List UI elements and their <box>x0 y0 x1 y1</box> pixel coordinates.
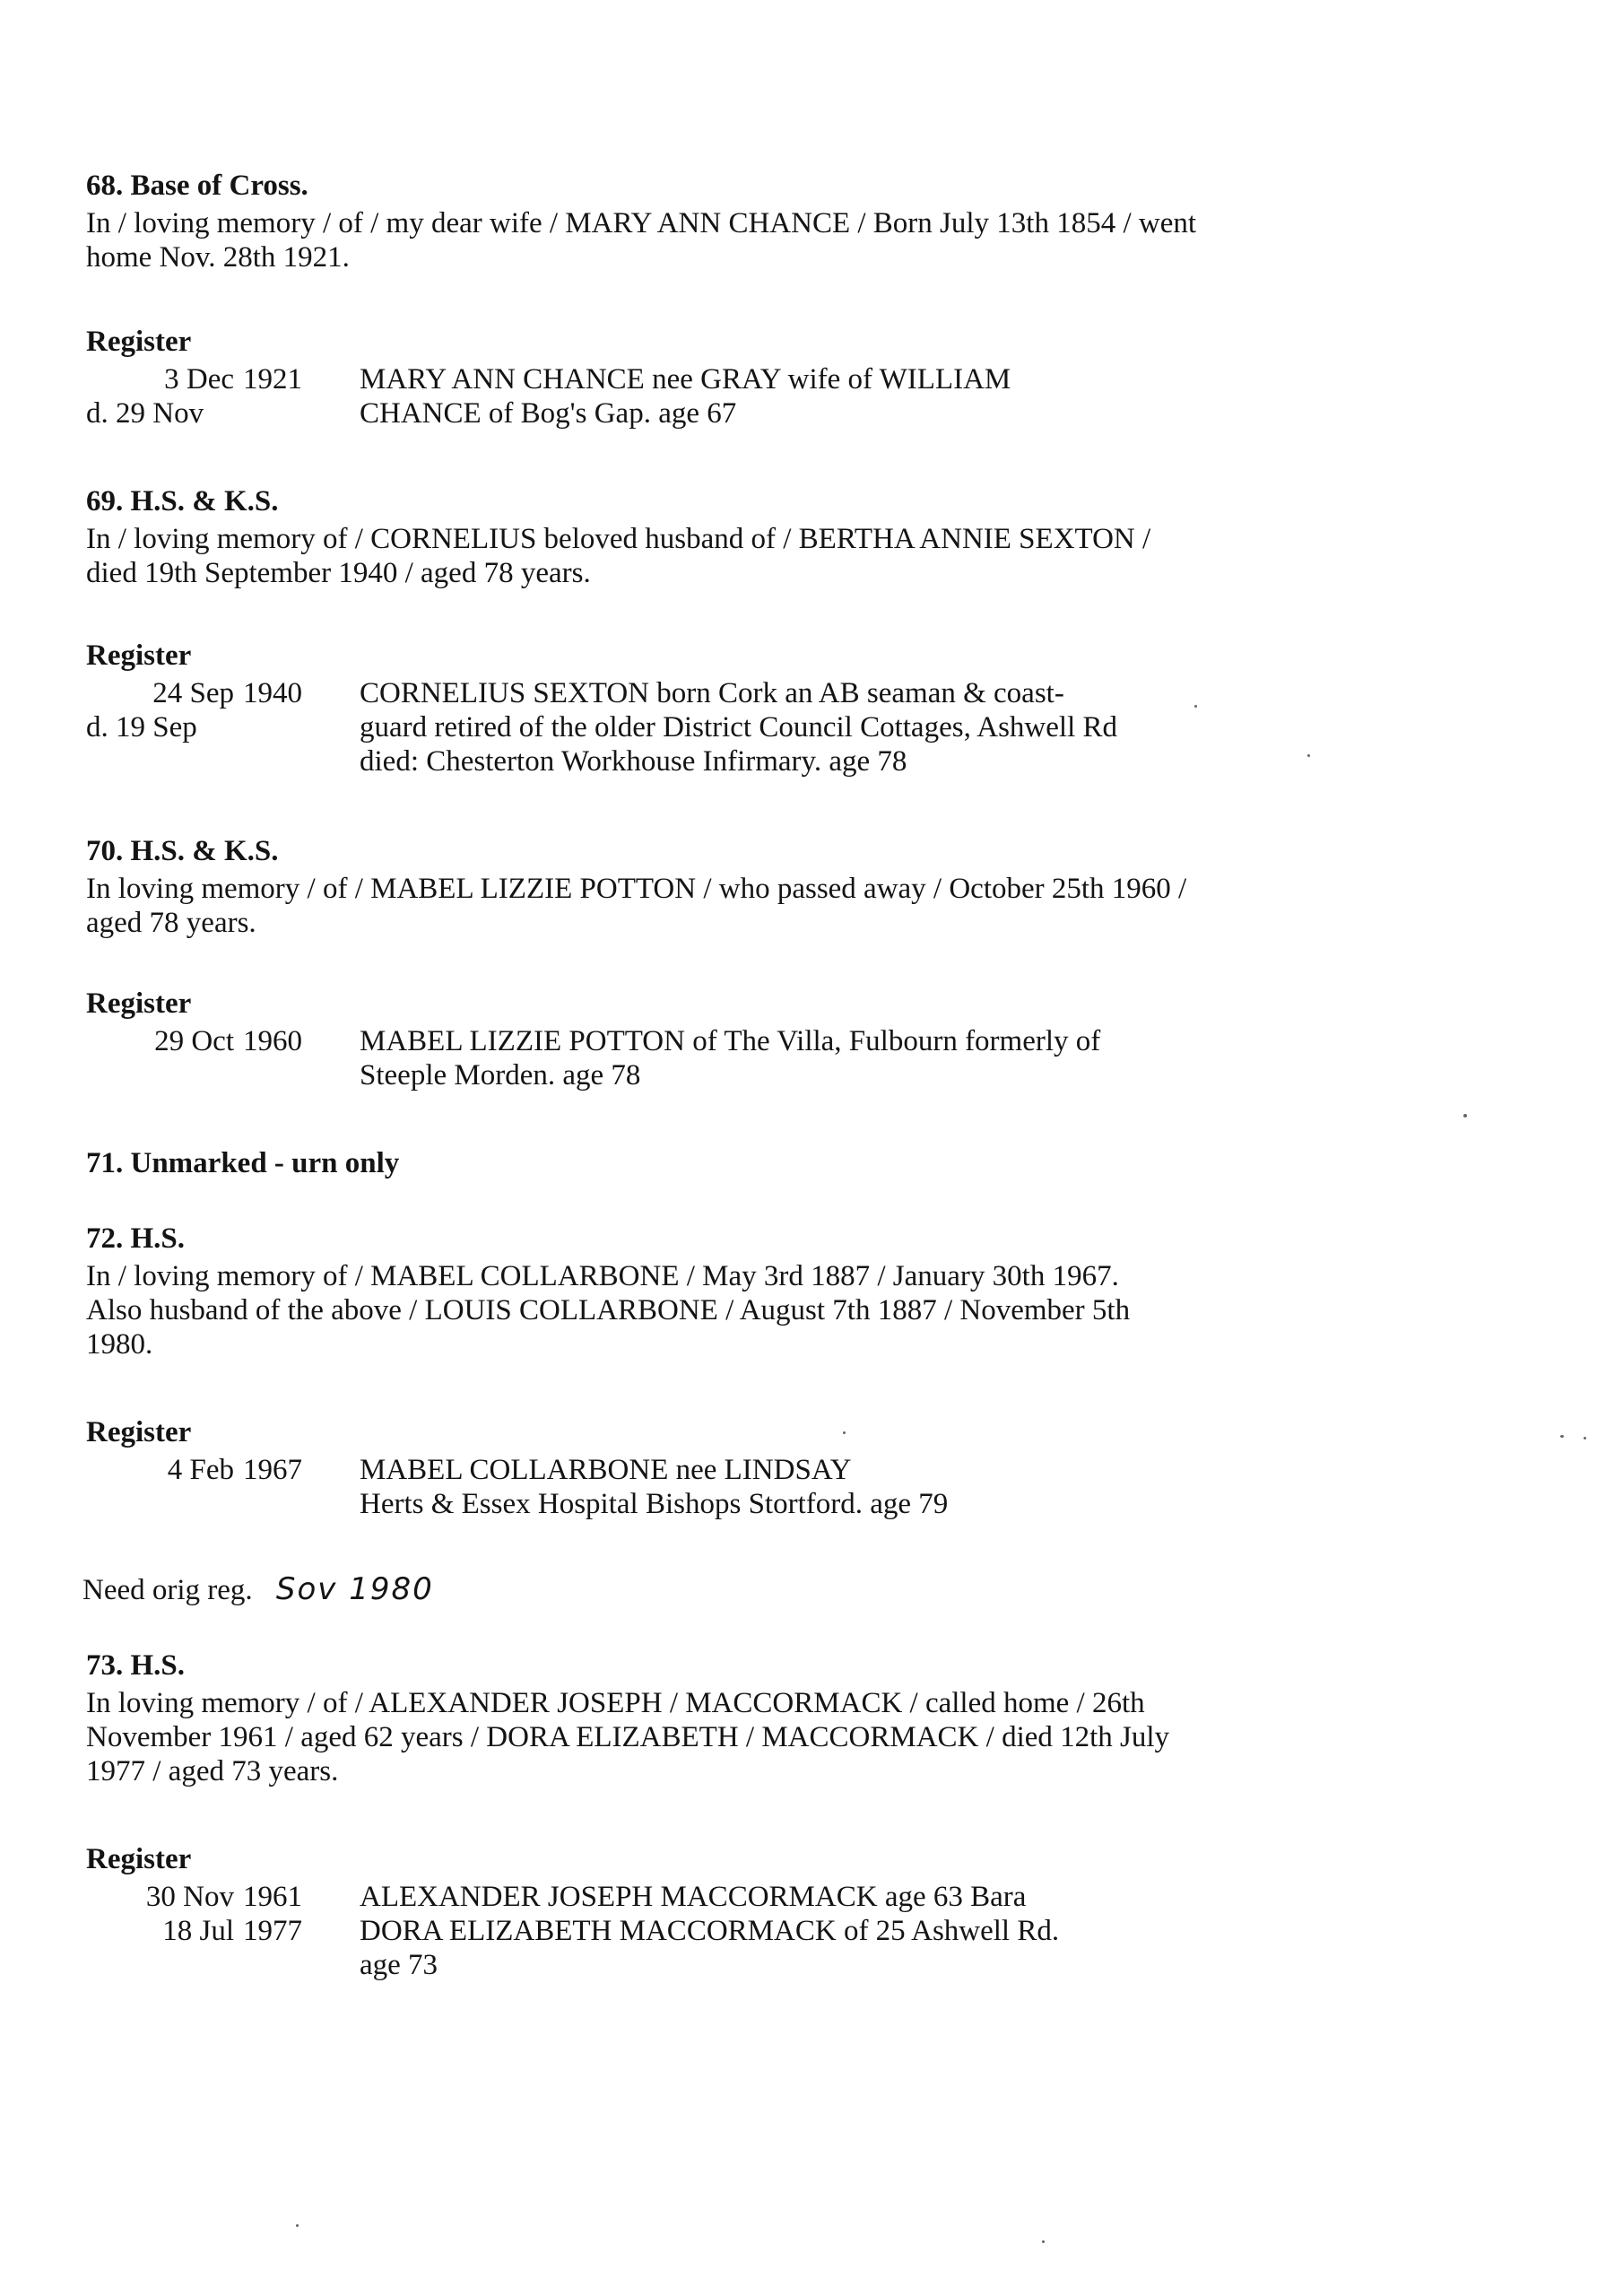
register-72 <box>86 1415 1359 1521</box>
register-heading: Register <box>86 987 192 1020</box>
register-text: DORA ELIZABETH MACCORMACK of 25 Ashwell Rd. <box>360 1915 1060 1947</box>
register-text: guard retired of the older District Council Cottages, Ashwell Rd <box>360 711 1117 744</box>
register-69 <box>86 639 1359 778</box>
register-heading: Register <box>86 1843 192 1875</box>
scan-speck <box>1194 705 1197 708</box>
register-row <box>86 1487 1359 1521</box>
register-row <box>86 1058 1359 1092</box>
inscription-line: In / loving memory of / CORNELIUS beloved husband of / BERTHA ANNIE SEXTON / <box>86 523 1151 555</box>
note-text: Need orig reg. <box>82 1574 253 1606</box>
register-text: CORNELIUS SEXTON born Cork an AB seaman & coast- <box>360 677 1064 709</box>
register-text: MABEL COLLARBONE nee LINDSAY <box>360 1454 852 1486</box>
entry-heading: 72. H.S. <box>86 1222 186 1255</box>
register-row <box>86 1914 1359 1948</box>
inscription-line: 1980. <box>86 1328 153 1361</box>
register-row <box>86 1948 1359 1982</box>
inscription-line: November 1961 / aged 62 years / DORA ELIZABETH / MACCORMACK / died 12th July <box>86 1721 1170 1753</box>
register-date: 24 Sep <box>152 677 234 709</box>
register-text: MABEL LIZZIE POTTON of The Villa, Fulbourn formerly of <box>360 1025 1101 1057</box>
register-heading: Register <box>86 326 192 358</box>
inscription-line: In loving memory / of / ALEXANDER JOSEPH / MACCORMACK / called home / 26th <box>86 1687 1145 1719</box>
scan-speck <box>1560 1435 1564 1438</box>
handwritten-note: Sov 1980 <box>275 1571 434 1607</box>
inscription-line: In / loving memory of / MABEL COLLARBONE / May 3rd 1887 / January 30th 1967. <box>86 1260 1119 1292</box>
entry-heading: 73. H.S. <box>86 1649 186 1682</box>
register-date: 3 Dec <box>164 363 234 396</box>
entry-68 <box>86 169 1359 274</box>
entry-71 <box>86 1146 1359 1184</box>
inscription-line: aged 78 years. <box>86 907 256 939</box>
register-date: 30 Nov <box>145 1881 234 1913</box>
register-year: 1960 <box>243 1025 302 1057</box>
register-year: 1940 <box>243 677 302 709</box>
register-heading: Register <box>86 639 192 672</box>
register-73 <box>86 1842 1359 1982</box>
register-date: 29 Oct <box>154 1025 234 1057</box>
register-row <box>86 1880 1359 1914</box>
scan-speck <box>1463 1114 1467 1118</box>
register-row <box>86 1024 1359 1058</box>
register-text: Steeple Morden. age 78 <box>360 1059 641 1091</box>
register-heading: Register <box>86 1416 192 1448</box>
register-70 <box>86 987 1359 1092</box>
entry-69 <box>86 484 1359 590</box>
inscription-line: Also husband of the above / LOUIS COLLARBONE / August 7th 1887 / November 5th <box>86 1294 1131 1326</box>
register-row <box>86 676 1359 710</box>
register-row <box>86 744 1359 778</box>
register-text: MARY ANN CHANCE nee GRAY wife of WILLIAM <box>360 363 1011 396</box>
note-line <box>82 1571 434 1607</box>
entry-70 <box>86 834 1359 940</box>
register-year: 1977 <box>243 1915 302 1947</box>
register-year: 1967 <box>243 1454 302 1486</box>
register-text: CHANCE of Bog's Gap. age 67 <box>360 397 737 430</box>
register-year: 1961 <box>243 1881 302 1913</box>
entry-heading: 71. Unmarked - urn only <box>86 1147 400 1179</box>
inscription-line: died 19th September 1940 / aged 78 years. <box>86 557 591 589</box>
register-date: 4 Feb <box>167 1454 234 1486</box>
entry-heading: 69. H.S. & K.S. <box>86 485 279 517</box>
register-text: age 73 <box>360 1949 438 1981</box>
scan-speck <box>843 1431 846 1434</box>
register-row <box>86 710 1359 744</box>
inscription-line: In loving memory / of / MABEL LIZZIE POTTON / who passed away / October 25th 1960 / <box>86 873 1187 905</box>
inscription-line: In / loving memory / of / my dear wife / MARY ANN CHANCE / Born July 13th 1854 / went <box>86 207 1197 239</box>
register-row <box>86 362 1359 396</box>
entry-73 <box>86 1648 1359 1788</box>
scan-speck <box>1042 2240 1045 2243</box>
register-text: died: Chesterton Workhouse Infirmary. age 78 <box>360 745 907 778</box>
entry-heading: 68. Base of Cross. <box>86 170 308 202</box>
register-row <box>86 1453 1359 1487</box>
scan-speck <box>1584 1437 1586 1439</box>
register-text: Herts & Essex Hospital Bishops Stortford. age 79 <box>360 1488 949 1520</box>
entry-72 <box>86 1222 1359 1361</box>
register-date: d. 29 Nov <box>86 397 204 430</box>
register-date: d. 19 Sep <box>86 711 197 744</box>
scan-speck <box>296 2224 299 2227</box>
register-68 <box>86 325 1359 430</box>
register-text: ALEXANDER JOSEPH MACCORMACK age 63 Bara <box>360 1881 1027 1913</box>
inscription-line: home Nov. 28th 1921. <box>86 241 350 274</box>
register-row <box>86 396 1359 430</box>
register-date: 18 Jul <box>162 1915 234 1947</box>
inscription-line: 1977 / aged 73 years. <box>86 1755 339 1787</box>
entry-heading: 70. H.S. & K.S. <box>86 835 279 867</box>
scan-speck <box>1307 754 1310 757</box>
register-year: 1921 <box>243 363 302 396</box>
